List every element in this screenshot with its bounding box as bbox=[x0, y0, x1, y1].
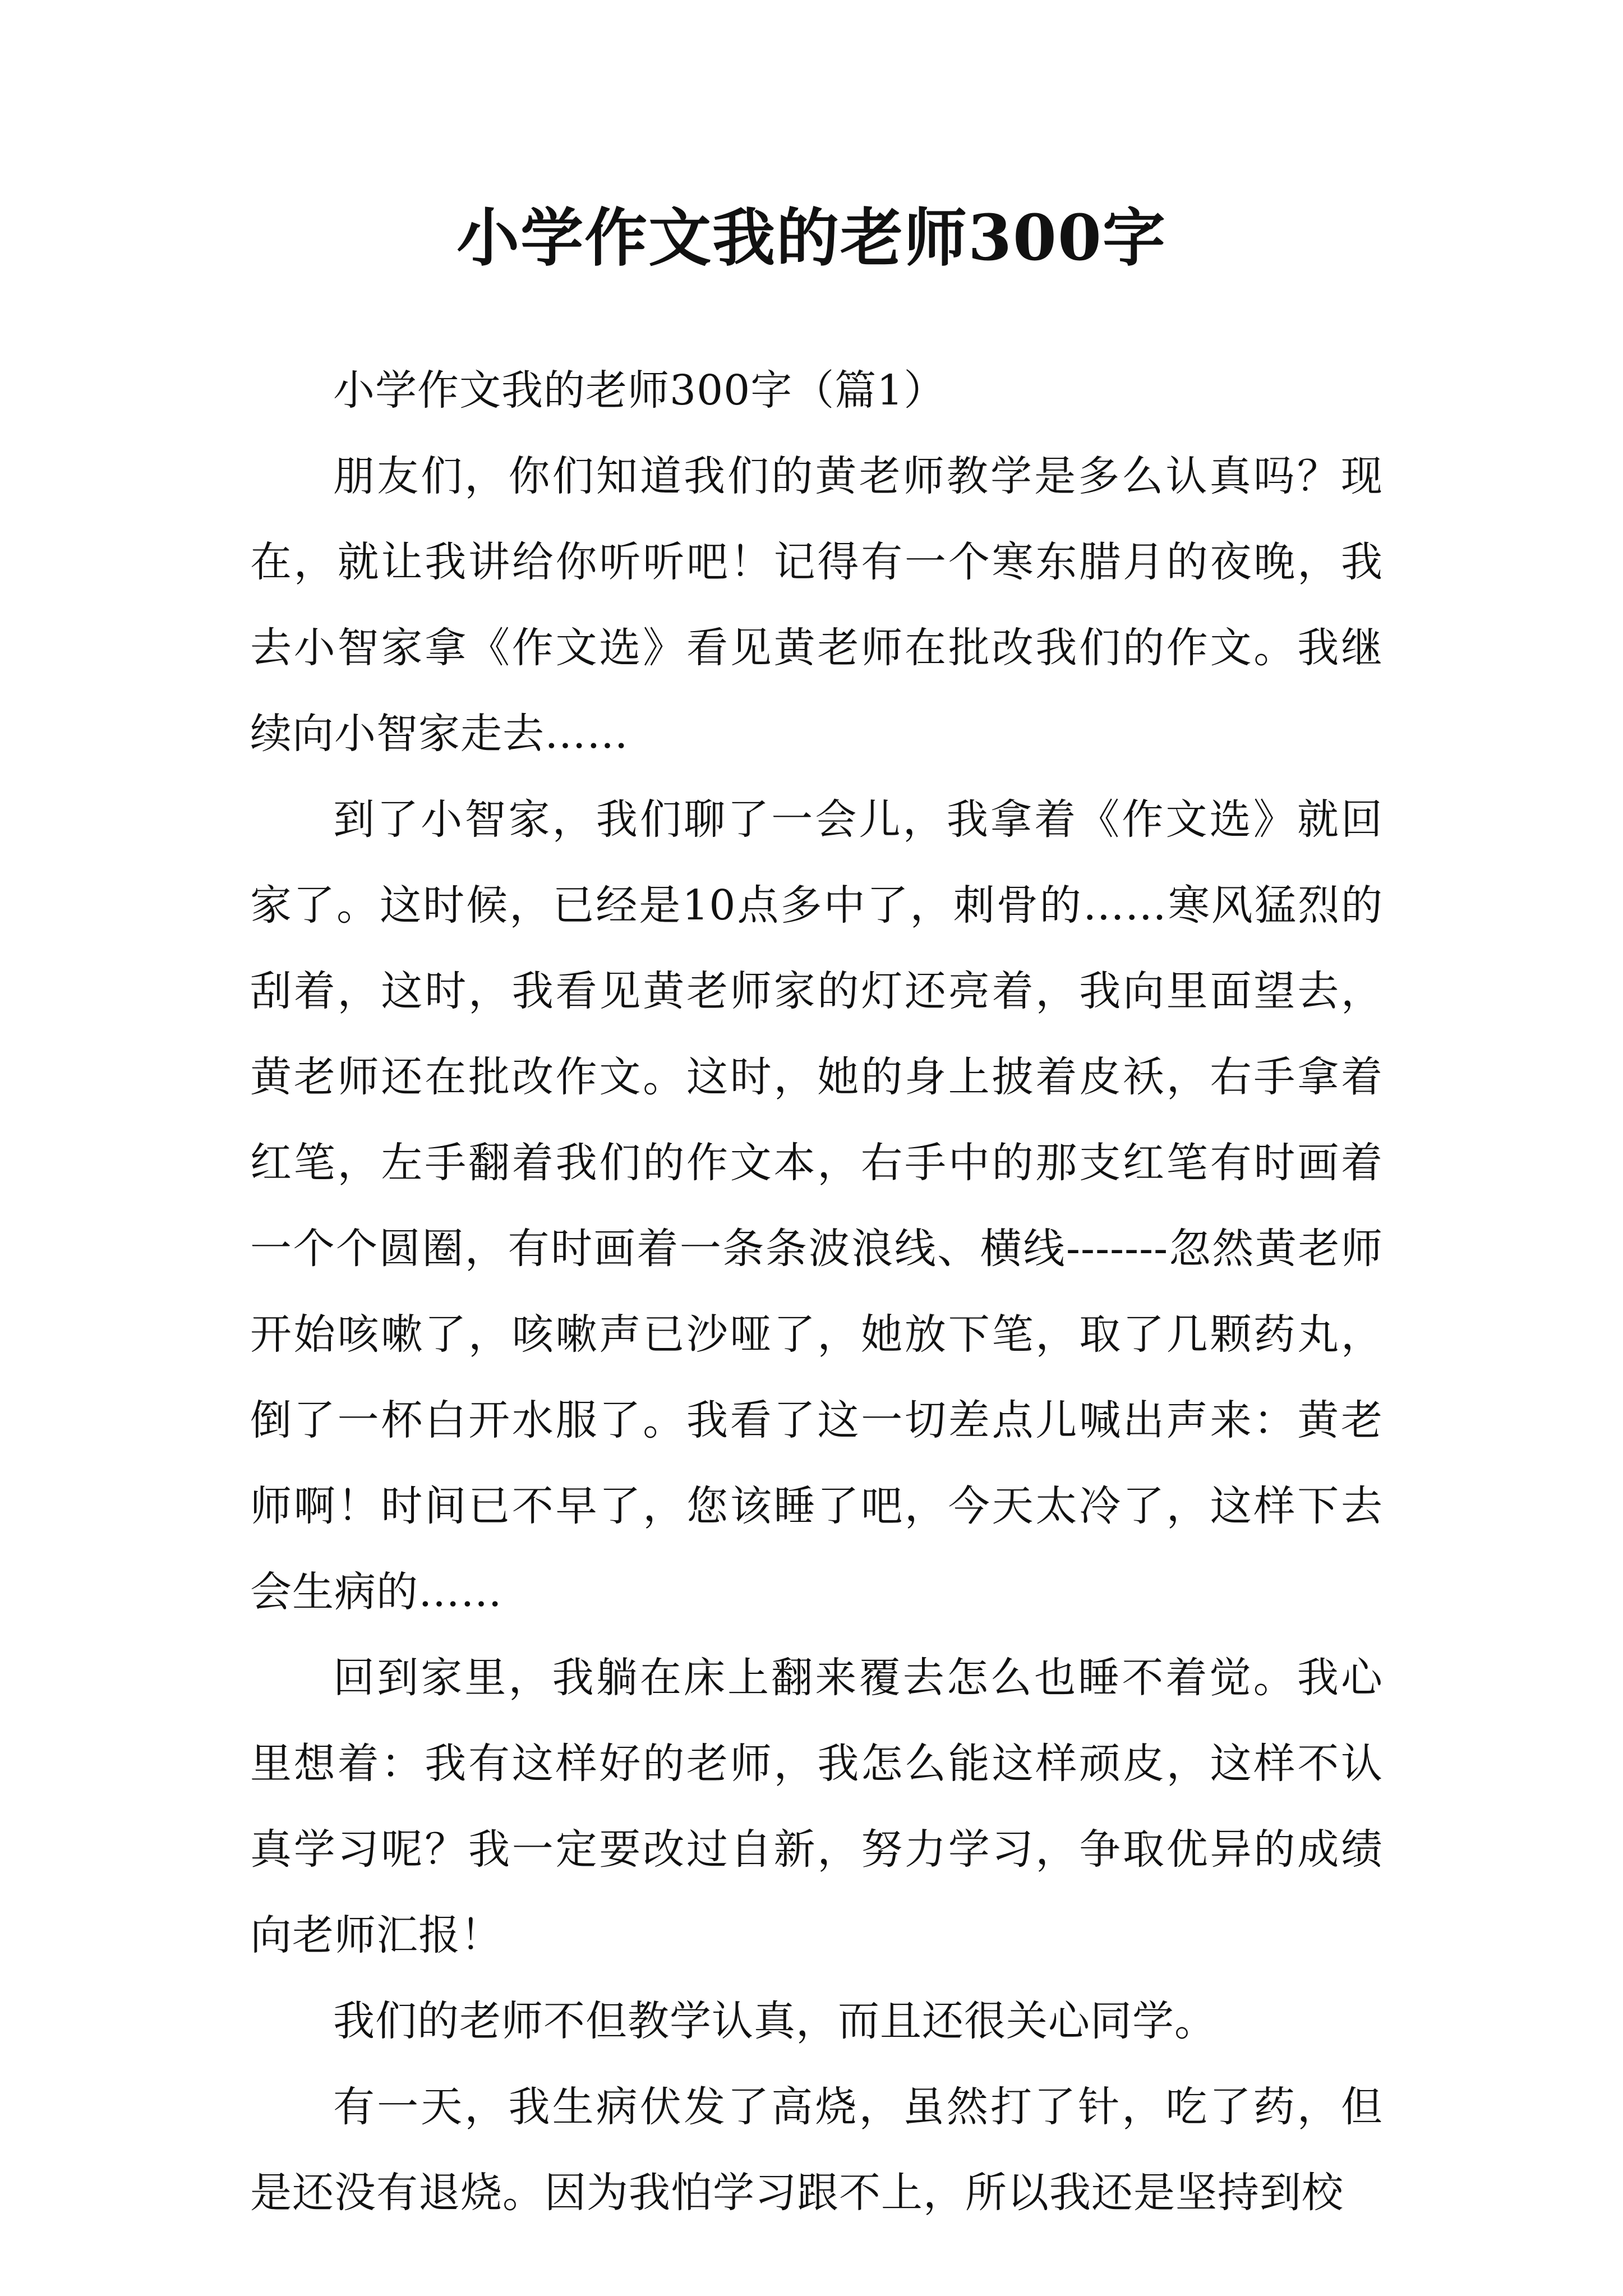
paragraph: 我们的老师不但教学认真，而且还很关心同学。 bbox=[333, 1997, 1216, 2045]
paragraph: 回到家里，我躺在床上翻来覆去怎么也睡不着觉。我心里想着：我有这样好的老师，我怎么能这样顽皮，这样不认真学习呢？我一定要改过自新，努力学习，争取优异的成绩向老师汇报！ bbox=[250, 1654, 1383, 1959]
document-title: 小学作文我的老师300字 bbox=[457, 201, 1166, 275]
paragraph: 朋友们，你们知道我们的黄老师教学是多么认真吗？现在，就让我讲给你听听吧！记得有一个寒东腊月的夜晚，我去小智家拿《作文选》看见黄老师在批改我们的作文。我继续向小智家走去…… bbox=[250, 452, 1383, 758]
paragraph: 到了小智家，我们聊了一会儿，我拿着《作文选》就回家了。这时候，已经是10点多中了，刺骨的……寒风猛烈的刮着，这时，我看见黄老师家的灯还亮着，我向里面望去，黄老师还在批改作文。这时，她的身上披着皮袄，右手拿着红笔，左手翻着我们的作文本，右手中的那支红笔有时画着一个个圆圈，有时画着一条条波浪线、横线-------忽然黄老师开始咳嗽了，咳嗽声已沙哑了，她放下笔，取了几颗药丸，倒了一杯白开水服了。我看了这一切差点儿喊出声来：黄老师啊！时间已不早了，您该睡了吧，今天太冷了，这样下去会生病的…… bbox=[250, 795, 1383, 1616]
section-heading: 小学作文我的老师300字（篇1） bbox=[333, 366, 946, 415]
document-body bbox=[250, 348, 1383, 2236]
paragraph: 有一天，我生病伏发了高烧，虽然打了针，吃了药，但是还没有退烧。因为我怕学习跟不上，所以我还是坚持到校 bbox=[250, 2083, 1383, 2217]
